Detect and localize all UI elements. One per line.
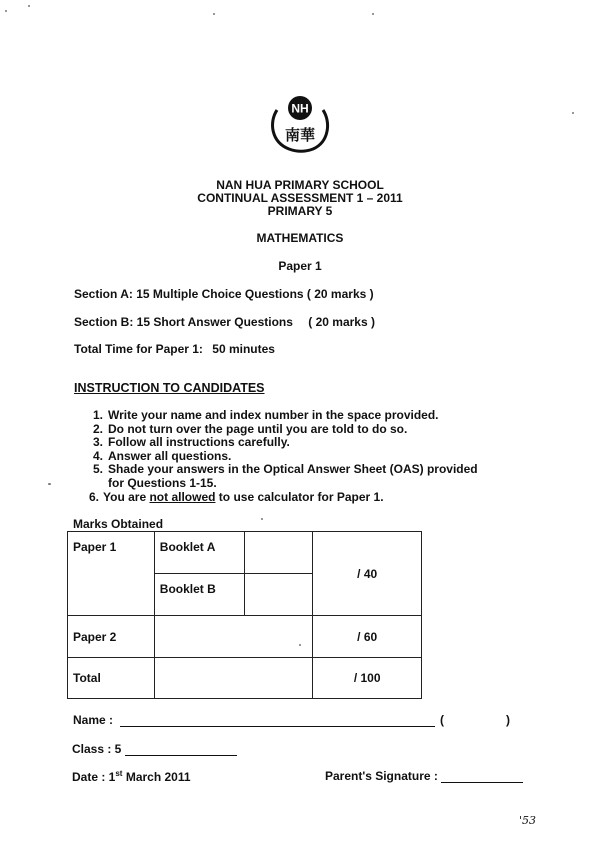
instruction-number: 4. — [93, 448, 104, 463]
instruction-continuation: for Questions 1-15. — [108, 475, 217, 490]
scan-speck — [372, 13, 374, 15]
instruction-item — [93, 423, 478, 437]
class-field[interactable] — [72, 742, 237, 756]
instruction-emphasis: not allowed — [149, 489, 216, 504]
scan-speck — [261, 518, 263, 520]
parent-signature-field[interactable] — [325, 769, 523, 783]
paper-title: Paper 1 — [278, 259, 322, 273]
school-name: NAN HUA PRIMARY SCHOOL — [216, 178, 384, 192]
name-field[interactable] — [73, 713, 435, 727]
instruction-text: Shade your answers in the Optical Answer Sheet (OAS) provided — [108, 462, 478, 477]
class-label: Class : 5 — [72, 742, 122, 756]
instructions-title: INSTRUCTION TO CANDIDATES — [74, 381, 265, 395]
subject-title: MATHEMATICS — [256, 231, 344, 245]
index-open-paren: ( — [440, 713, 444, 727]
booklet-b-score — [244, 574, 313, 616]
paper1-total: / 40 — [313, 532, 422, 616]
scan-speck — [5, 10, 7, 12]
index-close-paren: ) — [506, 713, 510, 727]
paper2-total: / 60 — [313, 616, 422, 658]
instruction-text-pre: You are — [103, 489, 150, 504]
parent-signature-label: Parent's Signature : — [325, 769, 438, 783]
section-a-text: Section A: 15 Multiple Choice Questions ( 20 marks ) — [74, 287, 374, 301]
section-b-line — [74, 315, 375, 329]
scan-speck — [213, 13, 215, 15]
scan-speck — [28, 5, 30, 7]
paper2-score — [154, 616, 313, 658]
instruction-number: 1. — [93, 408, 104, 422]
instruction-text: Write your name and index number in the space provided. — [108, 408, 439, 422]
logo-chinese: 南華 — [284, 126, 316, 144]
instruction-number: 6. — [89, 489, 100, 504]
instruction-number: 2. — [93, 421, 104, 436]
booklet-a-score — [244, 532, 313, 574]
paper1-label: Paper 1 — [68, 532, 155, 616]
date-prefix: Date : 1 — [72, 770, 116, 784]
class-blank[interactable] — [125, 743, 237, 756]
scan-speck — [572, 112, 574, 114]
name-label: Name : — [73, 713, 114, 727]
date-suffix: st — [115, 769, 123, 778]
date-month-year: March 2011 — [122, 770, 191, 784]
page-mark: '53 — [519, 814, 537, 827]
instructions-list — [89, 408, 478, 504]
scan-speck — [48, 483, 51, 485]
name-blank[interactable] — [120, 714, 435, 727]
instruction-text: Answer all questions. — [108, 448, 232, 463]
total-time-line — [74, 342, 275, 356]
instruction-item — [93, 450, 478, 464]
total-value: / 100 — [313, 658, 422, 699]
total-label: Total — [68, 658, 155, 699]
logo-emblem — [267, 92, 333, 154]
instruction-text: Do not turn over the page until you are told to do so. — [108, 421, 408, 436]
date-line — [72, 769, 191, 784]
marks-obtained-title: Marks Obtained — [73, 517, 164, 531]
instruction-text — [103, 491, 384, 505]
instruction-item — [93, 409, 478, 423]
total-time-label: Total Time for Paper 1: — [74, 342, 203, 356]
marks-table — [67, 531, 422, 699]
booklet-a-label: Booklet A — [154, 532, 244, 574]
school-logo — [267, 92, 333, 154]
instruction-number: 3. — [93, 435, 104, 450]
total-score — [154, 658, 313, 699]
section-b-text: Section B: 15 Short Answer Questions — [74, 315, 293, 329]
instruction-number: 5. — [93, 462, 104, 477]
instruction-text-post: to use calculator for Paper 1. — [215, 489, 384, 504]
instruction-item — [89, 491, 478, 505]
instruction-text: Follow all instructions carefully. — [108, 435, 290, 450]
assessment-title: CONTINUAL ASSESSMENT 1 – 2011 — [197, 191, 403, 205]
logo-monogram: NH — [291, 101, 309, 116]
level-title: PRIMARY 5 — [267, 204, 333, 218]
instruction-item — [93, 436, 478, 450]
parent-signature-blank[interactable] — [441, 770, 523, 783]
paper2-label: Paper 2 — [68, 616, 155, 658]
total-time-value: 50 minutes — [212, 342, 275, 356]
section-b-marks: ( 20 marks ) — [308, 315, 375, 329]
booklet-b-label: Booklet B — [154, 574, 244, 616]
instruction-item — [93, 463, 478, 477]
scan-speck — [299, 644, 301, 646]
